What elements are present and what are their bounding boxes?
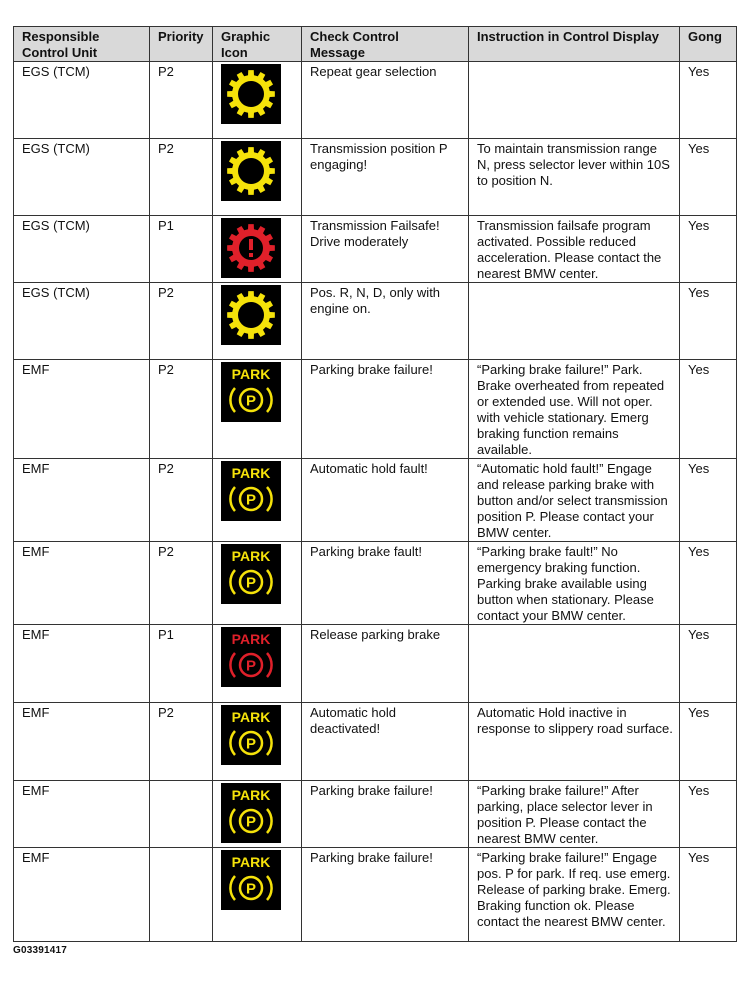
gong-cell: Yes xyxy=(680,360,737,459)
header-icon: Graphic Icon xyxy=(213,27,302,62)
unit-cell: EGS (TCM) xyxy=(14,283,150,360)
instruction-cell: “Automatic hold fault!” Engage and release parking brake with button and/or select transmission position P. Please contact your BMW center. xyxy=(469,459,680,542)
icon-cell xyxy=(213,62,302,139)
unit-cell: EMF xyxy=(14,625,150,703)
instruction-cell: Transmission failsafe program activated. Possible reduced acceleration. Please contact the nearest BMW center. xyxy=(469,216,680,283)
message-cell: Parking brake failure! xyxy=(302,848,469,942)
svg-text:P: P xyxy=(245,880,257,898)
gong-cell: Yes xyxy=(680,781,737,848)
park-brake-yellow-icon xyxy=(221,850,281,910)
unit-cell: EMF xyxy=(14,703,150,781)
priority-cell: P2 xyxy=(150,139,213,216)
instruction-cell: “Parking brake failure!” After parking, place selector lever in position P. Please contact the nearest BMW center. xyxy=(469,781,680,848)
table-row xyxy=(14,62,737,139)
icon-cell xyxy=(213,542,302,625)
svg-text:PARK: PARK xyxy=(231,709,271,725)
instruction-cell: Automatic Hold inactive in response to slippery road surface. xyxy=(469,703,680,781)
message-cell: Parking brake failure! xyxy=(302,781,469,848)
instruction-cell: “Parking brake failure!” Park. Brake overheated from repeated or extended use. Will not oper. with vehicle stationary. Emerg braking function remains available. xyxy=(469,360,680,459)
park-brake-yellow-icon xyxy=(221,783,281,843)
table-row xyxy=(14,216,737,283)
svg-text:PARK: PARK xyxy=(231,787,271,803)
instruction-cell xyxy=(469,62,680,139)
priority-cell: P2 xyxy=(150,459,213,542)
svg-text:P: P xyxy=(245,735,257,753)
icon-cell xyxy=(213,848,302,942)
table-row xyxy=(14,139,737,216)
icon-cell xyxy=(213,459,302,542)
table-row xyxy=(14,703,737,781)
svg-text:PARK: PARK xyxy=(231,854,271,870)
table-row xyxy=(14,848,737,942)
priority-cell: P2 xyxy=(150,62,213,139)
icon-cell xyxy=(213,139,302,216)
svg-text:P: P xyxy=(245,657,257,675)
message-cell: Transmission Failsafe! Drive moderately xyxy=(302,216,469,283)
table-row xyxy=(14,625,737,703)
gear-warning-yellow-icon xyxy=(221,64,281,124)
svg-text:P: P xyxy=(245,392,257,410)
priority-cell: P1 xyxy=(150,625,213,703)
gong-cell: Yes xyxy=(680,542,737,625)
gong-cell: Yes xyxy=(680,283,737,360)
gong-cell: Yes xyxy=(680,139,737,216)
unit-cell: EGS (TCM) xyxy=(14,139,150,216)
message-cell: Automatic hold fault! xyxy=(302,459,469,542)
message-cell: Parking brake fault! xyxy=(302,542,469,625)
priority-cell: P2 xyxy=(150,283,213,360)
message-cell: Parking brake failure! xyxy=(302,360,469,459)
header-priority: Priority xyxy=(150,27,213,62)
park-brake-yellow-icon xyxy=(221,362,281,422)
instruction-cell xyxy=(469,625,680,703)
gear-exclamation-red-icon xyxy=(221,218,281,278)
table-row xyxy=(14,283,737,360)
message-cell: Repeat gear selection xyxy=(302,62,469,139)
gong-cell: Yes xyxy=(680,62,737,139)
park-brake-red-icon xyxy=(221,627,281,687)
header-message: Check Control Message xyxy=(302,27,469,62)
unit-cell: EMF xyxy=(14,542,150,625)
table-row xyxy=(14,360,737,459)
header-row xyxy=(14,27,737,62)
message-cell: Transmission position P engaging! xyxy=(302,139,469,216)
message-cell: Pos. R, N, D, only with engine on. xyxy=(302,283,469,360)
gong-cell: Yes xyxy=(680,216,737,283)
svg-text:PARK: PARK xyxy=(231,465,271,481)
instruction-cell: To maintain transmission range N, press selector lever within 10S to position N. xyxy=(469,139,680,216)
icon-cell xyxy=(213,625,302,703)
svg-text:PARK: PARK xyxy=(231,548,271,564)
icon-cell xyxy=(213,703,302,781)
icon-cell xyxy=(213,216,302,283)
instruction-cell: “Parking brake fault!” No emergency braking function. Parking brake available using button when stationary. Please contact your BMW center. xyxy=(469,542,680,625)
unit-cell: EMF xyxy=(14,459,150,542)
table-row xyxy=(14,781,737,848)
header-instruction: Instruction in Control Display xyxy=(469,27,680,62)
svg-text:P: P xyxy=(245,491,257,509)
instruction-cell xyxy=(469,283,680,360)
header-gong: Gong xyxy=(680,27,737,62)
priority-cell xyxy=(150,848,213,942)
gong-cell: Yes xyxy=(680,703,737,781)
unit-cell: EMF xyxy=(14,848,150,942)
gong-cell: Yes xyxy=(680,625,737,703)
priority-cell: P1 xyxy=(150,216,213,283)
gear-warning-yellow-icon xyxy=(221,141,281,201)
park-brake-yellow-icon xyxy=(221,461,281,521)
check-control-table xyxy=(13,26,737,942)
icon-cell xyxy=(213,781,302,848)
header-unit: Responsible Control Unit xyxy=(14,27,150,62)
figure-id: G03391417 xyxy=(13,945,68,956)
message-cell: Release parking brake xyxy=(302,625,469,703)
svg-text:P: P xyxy=(245,574,257,592)
priority-cell: P2 xyxy=(150,703,213,781)
park-brake-yellow-icon xyxy=(221,705,281,765)
park-brake-yellow-icon xyxy=(221,544,281,604)
unit-cell: EGS (TCM) xyxy=(14,62,150,139)
svg-text:PARK: PARK xyxy=(231,631,271,647)
priority-cell xyxy=(150,781,213,848)
table-row xyxy=(14,459,737,542)
gong-cell: Yes xyxy=(680,459,737,542)
priority-cell: P2 xyxy=(150,542,213,625)
priority-cell: P2 xyxy=(150,360,213,459)
svg-text:PARK: PARK xyxy=(231,366,271,382)
icon-cell xyxy=(213,360,302,459)
unit-cell: EMF xyxy=(14,781,150,848)
icon-cell xyxy=(213,283,302,360)
instruction-cell: “Parking brake failure!” Engage pos. P for park. If req. use emerg. Release of parking brake. Emerg. Braking function ok. Please contact the nearest BMW center. xyxy=(469,848,680,942)
svg-text:P: P xyxy=(245,813,257,831)
gong-cell: Yes xyxy=(680,848,737,942)
unit-cell: EGS (TCM) xyxy=(14,216,150,283)
message-cell: Automatic hold deactivated! xyxy=(302,703,469,781)
unit-cell: EMF xyxy=(14,360,150,459)
table-row xyxy=(14,542,737,625)
gear-warning-yellow-icon xyxy=(221,285,281,345)
